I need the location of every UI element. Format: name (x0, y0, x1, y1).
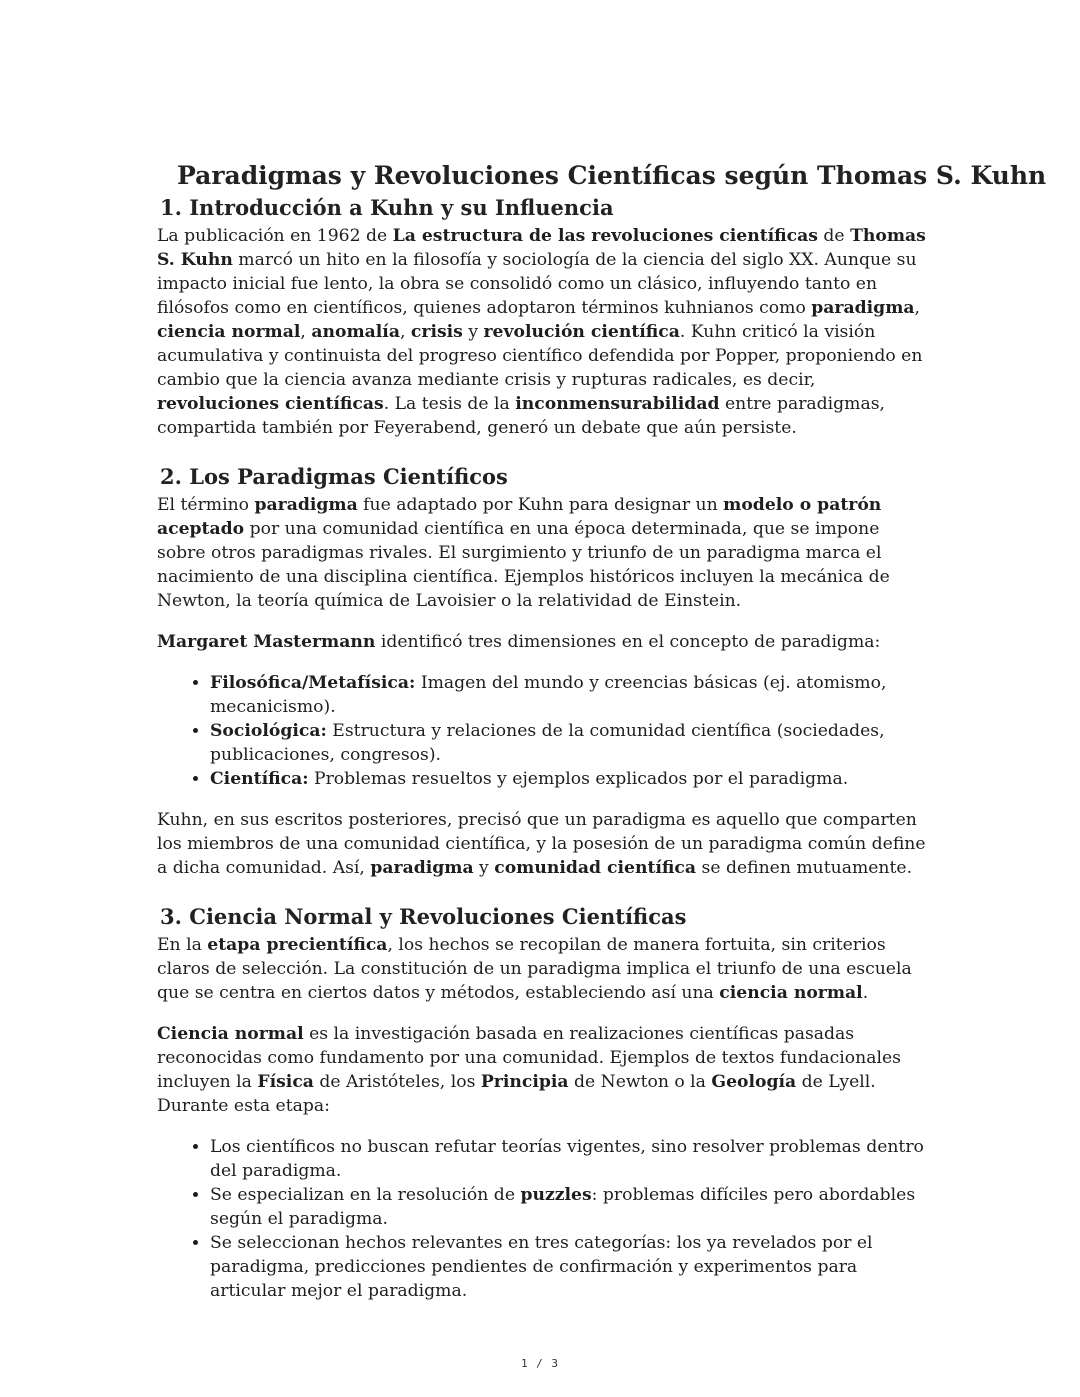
section-2-paragraph-2: Margaret Mastermann identificó tres dimensiones en el concepto de paradigma: (157, 632, 881, 652)
paradigm-dimensions-list (157, 671, 927, 791)
section-3-paragraph-2: Ciencia normal es la investigación basada en realizaciones científicas pasadas reconocidas como fundamento por una comunidad. Ejemplos de textos fundacionales incluyen la Física de Aristóteles, los Principia de Newton o la Geología de Lyell. Durante esta etapa: (157, 1024, 901, 1116)
section-3-paragraph-1: En la etapa precientífica, los hechos se recopilan de manera fortuita, sin criterios claros de selección. La constitución de un paradigma implica el triunfo de una escuela que se centra en ciertos datos y métodos, estableciendo así una ciencia normal. (157, 935, 912, 1003)
section-2-paragraph-3: Kuhn, en sus escritos posteriores, precisó que un paradigma es aquello que comparten los miembros de una comunidad científica, y la posesión de un paradigma común define a dicha comunidad. Así, paradigma y comunidad científica se definen mutuamente. (157, 810, 926, 878)
document-page (157, 160, 1047, 1303)
document-title: Paradigmas y Revoluciones Científicas según Thomas S. Kuhn (177, 161, 1047, 190)
page-number: 1 / 3 (520, 1357, 560, 1370)
section-1-paragraph: La publicación en 1962 de La estructura de las revoluciones científicas de Thomas S. Kuhn marcó un hito en la filosofía y sociología de la ciencia del siglo XX. Aunque su impacto inicial fue lento, la obra se consolidó como un clásico, influyendo tanto en filósofos como en científicos, quienes adoptaron términos kuhnianos como paradigma, ciencia normal, anomalía, crisis y revolución científica. Kuhn criticó la visión acumulativa y continuista del progreso científico defendida por Popper, proponiendo en cambio que la ciencia avanza mediante crisis y rupturas radicales, es decir, revoluciones científicas. La tesis de la inconmensurabilidad entre paradigmas, compartida también por Feyerabend, generó un debate que aún persiste. (157, 226, 926, 438)
list-item: • Sociológica: Estructura y relaciones de la comunidad científica (sociedades, publicaciones, congresos). (210, 719, 927, 767)
list-item: • Filosófica/Metafísica: Imagen del mundo y creencias básicas (ej. atomismo, mecanicismo). (210, 671, 927, 719)
section-2-heading: 2. Los Paradigmas Científicos (160, 464, 508, 489)
normal-science-list (157, 1135, 927, 1303)
list-item: • Los científicos no buscan refutar teorías vigentes, sino resolver problemas dentro del paradigma. (210, 1135, 927, 1183)
list-item: • Se especializan en la resolución de puzzles: problemas difíciles pero abordables según el paradigma. (210, 1183, 927, 1231)
list-item: • Científica: Problemas resueltos y ejemplos explicados por el paradigma. (210, 767, 927, 791)
section-2-paragraph-1: El término paradigma fue adaptado por Kuhn para designar un modelo o patrón aceptado por una comunidad científica en una época determinada, que se impone sobre otros paradigmas rivales. El surgimiento y triunfo de un paradigma marca el nacimiento de una disciplina científica. Ejemplos históricos incluyen la mecánica de Newton, la teoría química de Lavoisier o la relatividad de Einstein. (157, 495, 890, 611)
list-item: • Se seleccionan hechos relevantes en tres categorías: los ya revelados por el paradigma, predicciones pendientes de confirmación y experimentos para articular mejor el paradigma. (210, 1231, 927, 1303)
section-1-heading: 1. Introducción a Kuhn y su Influencia (160, 195, 614, 220)
section-3-heading: 3. Ciencia Normal y Revoluciones Científicas (160, 904, 687, 929)
